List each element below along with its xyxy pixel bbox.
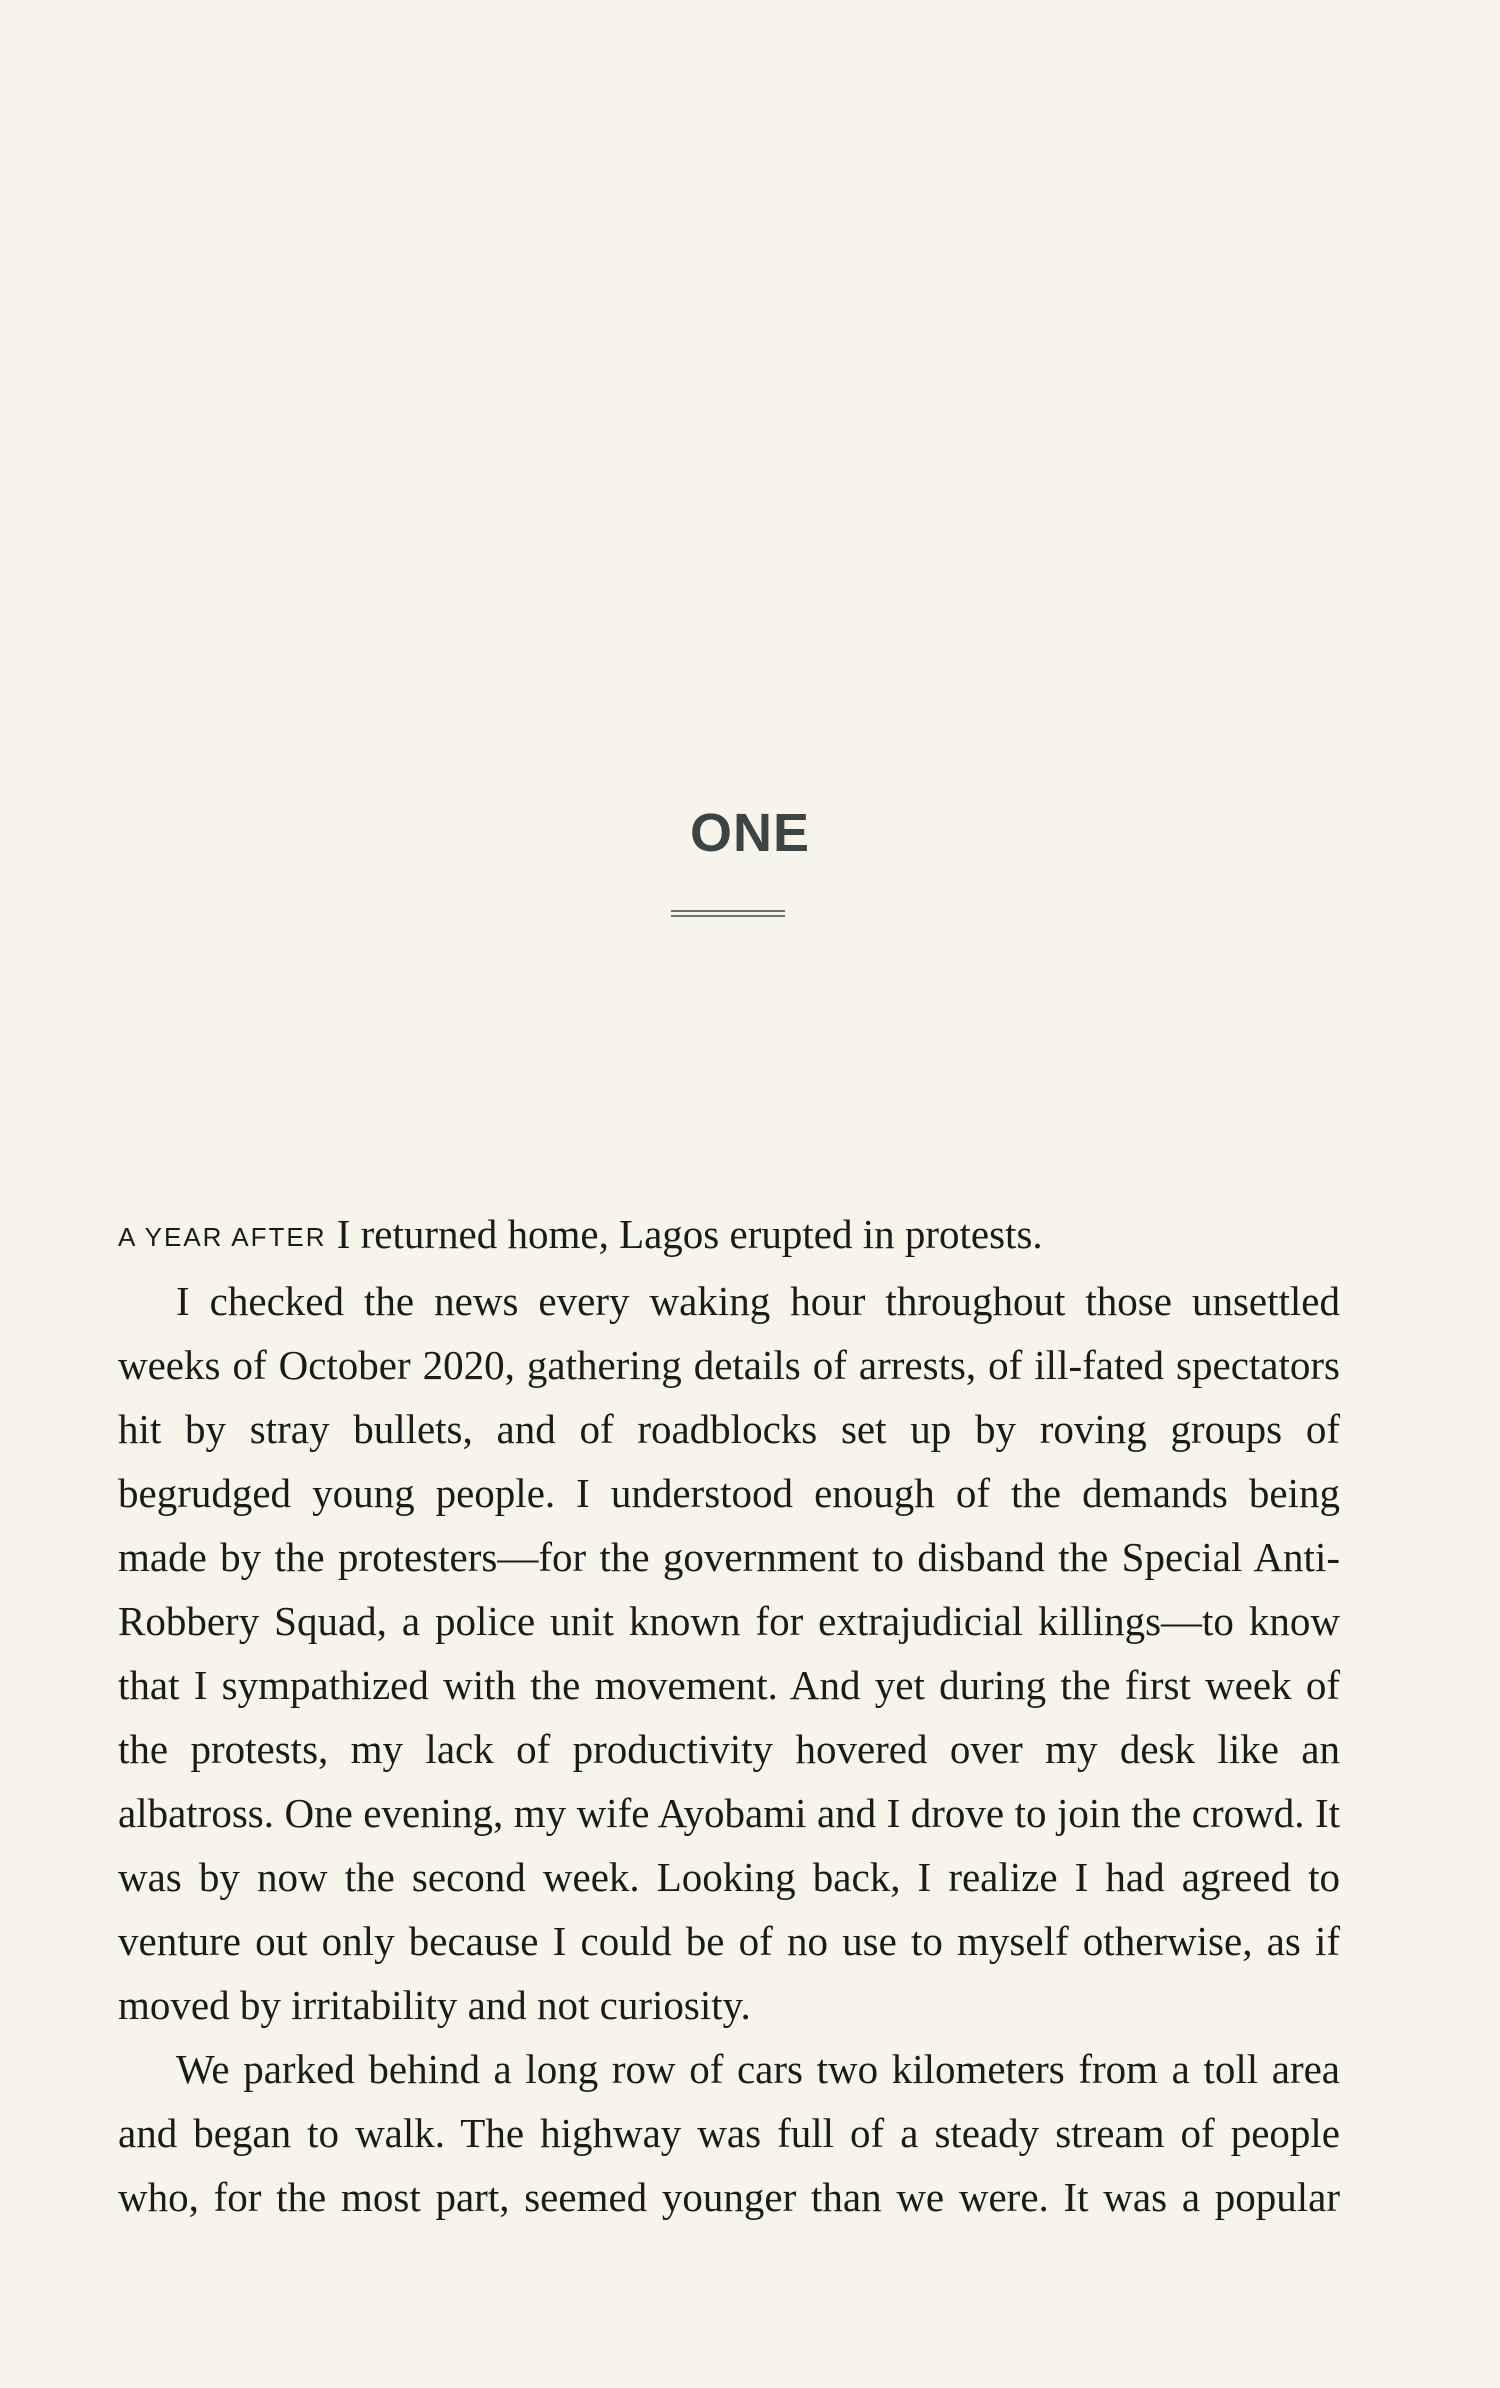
paragraph-2: I checked the news every waking hour throughout those unsettled weeks of October 2020, gathering details of arrests, of ill-fated spectators hit by stray bullets, and of roadblocks set up by roving groups of begrudged young people. I understood enough of the demands being made by the protesters—for the government to disband the Special Anti-Robbery Squad, a police unit known for extrajudicial killings—to know that I sympathized with the movement. And yet during the first week of the protests, my lack of productivity hovered over my desk like an albatross. One evening, my wife Ayobami and I drove to join the crowd. It was by now the second week. Looking back, I realize I had agreed to venture out only because I could be of no use to myself otherwise, as if moved by irritability and not curiosity. [118, 1278, 1340, 2028]
body-text [118, 1202, 1340, 2229]
lead-in-smallcaps: A YEAR AFTER [118, 1222, 327, 1252]
paragraph-3: We parked behind a long row of cars two kilometers from a toll area and began to walk. The highway was full of a steady stream of people who, for the most part, seemed younger than we were. It was a popular [118, 2046, 1340, 2220]
opening-paragraph [118, 1202, 1340, 1269]
opening-sentence: I returned home, Lagos erupted in protests. [326, 1211, 1043, 1257]
chapter-title: ONE [689, 803, 811, 863]
chapter-title-rule [671, 910, 785, 917]
